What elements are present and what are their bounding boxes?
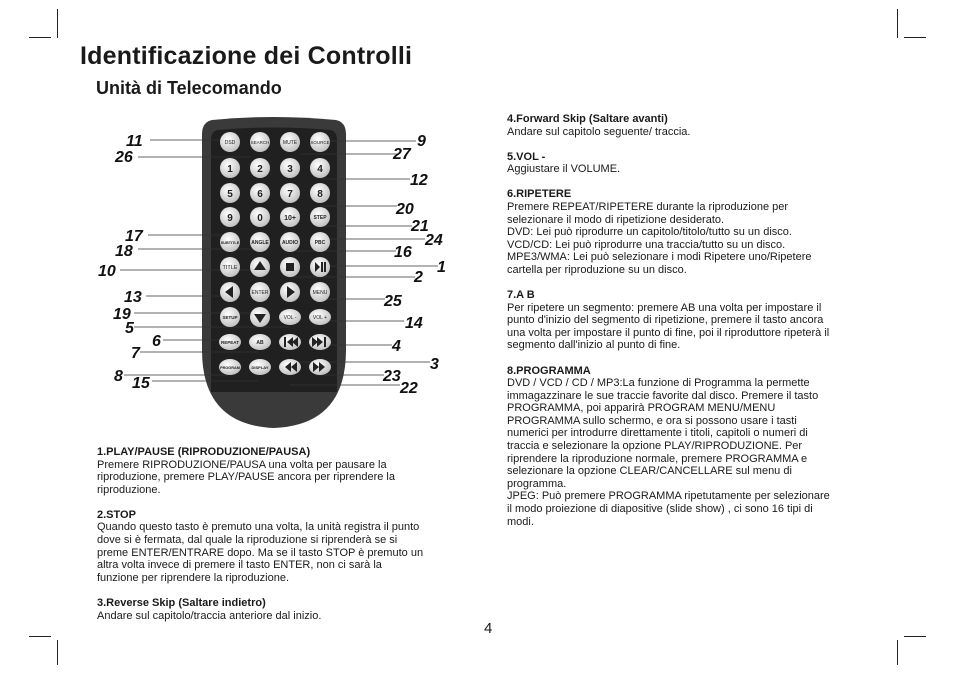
section-line: Andare sul capitolo/traccia anteriore dal inizio. [97,609,322,622]
section-line: Aggiustare il VOLUME. [507,163,621,176]
title-button: TITLE [222,265,238,271]
section-line: selezionare il modo di ripetizione desiderato. [507,213,725,226]
number-4-button: 4 [317,164,323,175]
section-heading: 2.STOP [97,508,136,521]
vol-minus-button: VOL - [283,315,297,321]
number-10plus-button: 10+ [284,215,296,222]
dsd-button: DSD [224,140,236,146]
callout-10: 10 [98,263,116,280]
section-line: riproduzione, premere PLAY/PAUSE ancora per riprendere la [97,471,395,484]
number-7-button: 7 [287,189,293,200]
section-heading: 5.VOL - [507,150,546,163]
section-line: DVD: Lei può riprodurre un capitolo/titolo/tutto su un disco. [507,226,792,239]
callout-12: 12 [410,172,428,189]
callout-3: 3 [430,356,439,373]
ab-button: AB [256,340,264,346]
section-line: riprendere la riproduzione normale, premere PROGRAMMA e [507,452,808,465]
callout-1: 1 [437,259,446,276]
section-line: funzione per riprendere la riproduzione. [97,571,290,584]
search-button: SEARCH [250,140,270,145]
number-3-button: 3 [287,164,293,175]
section-ab [507,289,869,352]
left-text-column [97,446,459,635]
section-line: Per ripetere un segmento: premere AB una volta per impostare il [507,301,822,314]
page-number: 4 [484,620,493,637]
callout-23: 23 [383,368,401,385]
callout-26: 26 [115,149,133,166]
section-heading: 4.Forward Skip (Saltare avanti) [507,113,668,125]
repeat-button: REPEAT [221,340,239,345]
callout-6: 6 [152,333,161,350]
section-subtitle: Unità di Telecomando [96,78,282,98]
callout-25: 25 [384,293,402,310]
number-1-button: 1 [227,164,233,175]
callout-9: 9 [417,133,426,150]
section-heading: 8.PROGRAMMA [507,364,591,377]
section-line: Quando questo tasto è premuto una volta, la unità registra il punto [97,521,420,534]
callout-17: 17 [125,228,143,245]
callout-13: 13 [124,289,142,306]
section-line: preme ENTER/ENTRARE dopo. Ma se il tasto STOP è premuto un [97,546,424,559]
section-line: altra volta invece di premere il tasto ENTER, non ci sarà la [97,559,382,572]
number-5-button: 5 [227,189,233,200]
section-heading: 6.RIPETERE [507,188,572,201]
section-line: dove si è fermata, dal quale la riproduzione si riprenderà se si [97,534,398,547]
step-button: STEP [313,215,327,221]
vol-plus-button: VOL + [312,315,328,321]
callout-4: 4 [392,338,401,355]
number-2-button: 2 [257,164,263,175]
section-line: selezionare la opzione CLEAR/CANCELLARE sul menu di [507,465,792,478]
section-line: segmento dall'inizio al punto di fine. [507,339,681,352]
section-line: DVD / VCD / CD / MP3:La funzione di Programma la permette [507,377,810,390]
section-heading: 1.PLAY/PAUSE (RIPRODUZIONE/PAUSA) [97,446,311,458]
section-line: punto d'inizio del segmento di ripetizione, premere il tasto ancora [507,314,824,327]
pbc-button: PBC [314,240,326,246]
menu-button: MENU [312,290,328,296]
callout-2: 2 [414,269,423,286]
display-button: DISPLAY [251,365,269,370]
number-6-button: 6 [257,189,263,200]
section-line: il modo proiezione di diapositive (slide show) , ci sono 16 tipi di [507,503,813,516]
callout-16: 16 [394,244,412,261]
section-heading: 7.A B [507,289,535,302]
number-0-button: 0 [257,213,263,224]
callout-14: 14 [405,315,423,332]
callout-8: 8 [114,368,123,385]
angle-button: ANGLE [251,240,269,246]
mute-button: MUTE [282,140,298,146]
right-text-column [507,113,869,541]
callout-5: 5 [125,320,134,337]
section-line: MPE3/WMA: Lei può selezionare i modi Ripetere uno/Ripetere [507,251,812,264]
section-line: Premere REPEAT/RIPETERE durante la riproduzione per [507,200,789,213]
enter-button: ENTER [251,290,269,296]
section-line: Premere RIPRODUZIONE/PAUSA una volta per pausare la [97,458,387,471]
section-line: Andare sul capitolo seguente/ traccia. [507,125,691,138]
callout-15: 15 [132,375,150,392]
section-forward-skip [507,113,869,138]
callout-7: 7 [131,345,140,362]
subtitle-button: SUBTITLE [220,241,240,245]
callout-22: 22 [400,380,418,397]
section-line: numerici per introdurre direttamente i titoli, capitoli o numeri di [507,427,808,440]
section-vol-minus [507,151,869,176]
section-line: immagazzinare le sue traccie favorite dal disco. Premere il tasto [507,389,819,402]
stop-icon [286,263,294,271]
section-line: PROGRAMMA, poi apparirà PROGRAM MENU/MENU [507,402,776,415]
section-line: JPEG: Può premere PROGRAMMA ripetutamente per selezionare [507,490,830,503]
number-9-button: 9 [227,213,233,224]
section-reverse-skip [97,597,459,622]
callout-18: 18 [115,243,133,260]
callout-27: 27 [393,146,411,163]
section-play-pause [97,446,459,496]
callout-11: 11 [126,133,143,150]
section-line: riproduzione. [97,483,161,496]
section-ripetere [507,188,869,276]
callout-24: 24 [425,232,443,249]
section-heading: 3.Reverse Skip (Saltare indietro) [97,596,266,609]
section-line: modi. [507,515,534,528]
callout-19: 19 [113,306,131,323]
program-button: PROGRAM [220,366,240,370]
source-button: SOURCE [310,140,330,145]
section-line: programma. [507,477,567,490]
section-line: VCD/CD: Lei può riprodurre una traccia/tutto su un disco. [507,238,786,251]
section-line: una volta per impostare il punto di fine, poi il riproduttore ripeterà il [507,326,830,339]
section-line: PROGRAMMA sullo schermo, e ora si possono usare i tasti [507,414,797,427]
section-line: cartella per riproduzione su un disco. [507,263,687,276]
callout-21: 21 [411,218,429,235]
page-title: Identificazione dei Controlli [80,42,413,70]
section-stop [97,509,459,585]
setup-button: SETUP [222,315,238,320]
number-8-button: 8 [317,189,323,200]
section-line: traccia e selezionare la opzione PLAY/RIPRODUZIONE. Per [507,440,803,453]
callout-20: 20 [396,201,414,218]
audio-button: AUDIO [281,240,299,246]
section-programma [507,365,869,529]
